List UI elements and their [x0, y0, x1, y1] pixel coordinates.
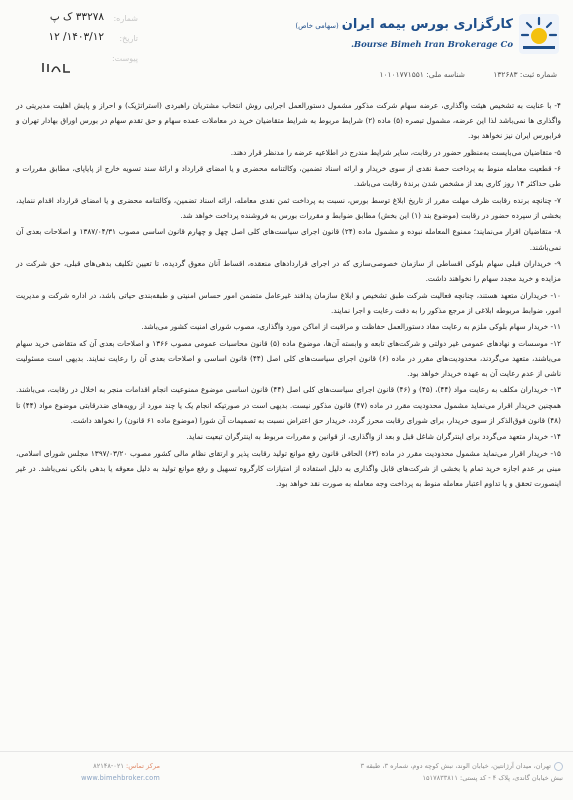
contact-phone: ۰۲۱-۸۲۱۴۸ [93, 762, 124, 770]
footer-contact: مرکز تماس: ۰۲۱-۸۲۱۴۸ www.bimehbroker.com [10, 760, 160, 784]
footer-address: تهران، میدان آرژانتین، خیابان الوند، نبش کوچه دوم، شماره ۳، طبقه ۳ نبش خیابان گاندی، پلاک ۴ - کد پستی: ۱۵۱۷۸۳۳۸۱۱ [360, 762, 563, 782]
letter-attachment-row: پیوست: [111, 54, 138, 63]
website-link[interactable]: www.bimehbroker.com [81, 774, 160, 782]
clause-9: ۹- خریداران قبلی سهام بلوکی اقساطی از سازمان خصوصی‌سازی که در اجرای قراردادهای منعقده، اقساط آنان معوق گردیده، تا تعیین تکلیف بدهی‌های قبلی، حق شرکت در مزایده و خرید مجدد سهام را نخواهند داشت. [16, 258, 561, 284]
registration-number: شماره ثبت: ۱۳۲۶۸۳ [493, 70, 557, 79]
national-id: شناسه ملی: ۱۰۱۰۱۷۷۱۵۵۱ [379, 70, 465, 79]
clause-14: ۱۴- خریدار متعهد می‌گردد برای اینترگران شاغل قبل و بعد از واگذاری، از قوانین و مقررات مربوط به اینترگران تبعیت نماید. [186, 432, 561, 442]
registration-info [353, 70, 557, 79]
sun-logo-icon [519, 14, 559, 54]
letter-number: ۳۳۲۷۸ ک پ [49, 11, 104, 23]
letter-date: ۱۴۰۳/۱۲/ ۱۲ [48, 31, 104, 43]
location-icon [554, 762, 563, 771]
company-logo [295, 14, 559, 58]
clause-13: ۱۳- خریداران مکلف به رعایت مواد (۴۴)، (۴۵) و (۴۶) قانون اجرای سیاست‌های کلی اصل (۴۴) قانون اساسی موضوع ممنوعیت انجام اقدامات منجر به اخلال در رقابت، می‌باشند. همچنین خریدار اقرار می‌نماید مشمول محدودیت مقرر در ماده (۴۷) قانون مذکور نیست. بدیهی است در صورتیکه انجام یک یا چند مورد از رویه‌های ضدرقابتی موضوع مواد (۴۴) تا (۴۸) قانون فوق‌الذکر از سوی خریدار، برای شورای رقابت محرز گردد، خریدار حق اعتراض نسبت به تصمیمات آن شورا (موضوع ماده ۶۱ قانون) را نخواهد داشت. [16, 385, 562, 425]
brand-name-en: Bourse Bimeh Iran Brokerage Co. [350, 40, 513, 50]
brand-name-fa: کارگزاری بورس بیمه ایران(سهامی خاص) [295, 17, 513, 32]
clause-11: ۱۱- خریدار سهام بلوکی ملزم به رعایت مفاد دستورالعمل حفاظت و مراقبت از اماکن مورد واگذاری، مصوب شورای امنیت کشور می‌باشد. [141, 322, 561, 332]
letter-body [16, 98, 561, 492]
clause-15: ۱۵- خریدار اقرار می‌نماید مشمول محدودیت مقرر در ماده (۶۳) الحاقی قانون رفع موانع تولید رقابت پذیر و ارتقای نظام مالی کشور مصوب ۱۳۹۷/۰۳/۲۰ مجلس شورای اسلامی، مبنی بر عدم اجازه خرید تمام یا بخشی از شرکت‌های قابل واگذاری به دلیل استفاده از امتیازات کارگروه تسهیل و رفع موانع تولید به دلیل معوقه یا بدهی بانکی نمی‌باشد. در غیر اینصورت تحقق و یا تداوم اعتبار معامله منوط به پرداخت وجه معامله به صورت نقد خواهد بود. [16, 448, 561, 488]
clause-4: ۴- با عنایت به تشخیص هیئت واگذاری، عرضه سهام شرکت مذکور مشمول دستورالعمل اجرایی روش انتخاب مشتریان راهبردی (استراتژیک) و احراز و پایش اهلیت مدیریتی در واگذاری ها نمی‌باشد لذا این عرضه، مشمول تبصره (۵) ماده (۲) شرایط مربوط به شرایط متقاضیان خرید در معاملات عمده سهام و حق تقدم سهام در بورس اوراق بهادار تهران و فرابورس ایران نیز نخواهد بود. [16, 101, 561, 141]
clause-6: ۶- قطعیت معامله منوط به پرداخت حصهٔ نقدی از سوی خریدار و ارائه اسناد تضمین، وکالتنامه محضری و یا امضای قرارداد و ارائهٔ سند تسویه خارج از پایاپای، مطابق مقررات و طی حداکثر ۱۴ روز کاری بعد از مشخص شدن برندهٔ رقابت می‌باشد. [16, 164, 561, 189]
clause-7: ۷- چنانچه برنده رقابت ظرف مهلت مقرر از تاریخ ابلاغ توسط بورس، نسبت به پرداخت ثمن نقدی معامله، ارائه اسناد تضمین، وکالتنامه محضری و یا امضای قرارداد اقدام ننماید، بخشی از سپرده حضور در رقابت (موضوع بند (۱) این بخش) مطابق ضوابط و مقررات بورس به فروشنده پرداخت خواهد شد. [16, 195, 561, 220]
clause-8: ۸- متقاضیان اقرار می‌نمایند؛ ممنوع المعامله نبوده و مشمول ماده (۲۴) قانون اجرای سیاست‌های کلی اصل چهل و چهارم قانون اساسی مصوب ۱۳۸۷/۰۴/۳۱ و اصلاحات بعدی آن نمی‌باشند. [16, 227, 561, 252]
clause-12: ۱۲- موسسات و نهادهای عمومی غیر دولتی و شرکت‌های تابعه و وابسته آن‌ها، موضوع ماده (۵) قانون محاسبات عمومی مصوب ۱۳۶۶ و اصلاحات بعدی آن که متقاضی خرید سهام می‌باشند، متعهد می‌گردند، محدودیت‌های مقرر در ماده (۶) قانون اجرای سیاست‌های کلی اصل (۴۴) قانون اساسی و اصلاحات بعدی آن را رعایت نمایند. بدیهی است مسئولیت ناشی از عدم رعایت آن به عهده خریدار خواهد بود. [16, 338, 561, 378]
handwritten-initial-icon [40, 60, 80, 76]
letter-number-row: شماره: ۳۳۲۷۸ ک پ [49, 11, 138, 23]
letter-footer [0, 751, 573, 800]
clause-5: ۵- متقاضیان می‌بایست به‌منظور حضور در رقابت، سایر شرایط مندرج در اطلاعیه عرضه را مدنظر قرار دهند. [230, 147, 561, 157]
clause-10: ۱۰- خریداران متعهد هستند، چنانچه فعالیت شرکت طبق تشخیص و ابلاغ سازمان پدافند غیرعامل متضمن امور حساس امنیتی و طبقه‌بندی حیاتی باشد، در اداره شرکت و مدیریت امور، ضوابط مربوطه ابلاغی از مرجع مذکور را به دقت رعایت و اجرا نمایند. [16, 290, 561, 315]
letter-date-row: تاریخ: ۱۴۰۳/۱۲/ ۱۲ [48, 31, 138, 43]
